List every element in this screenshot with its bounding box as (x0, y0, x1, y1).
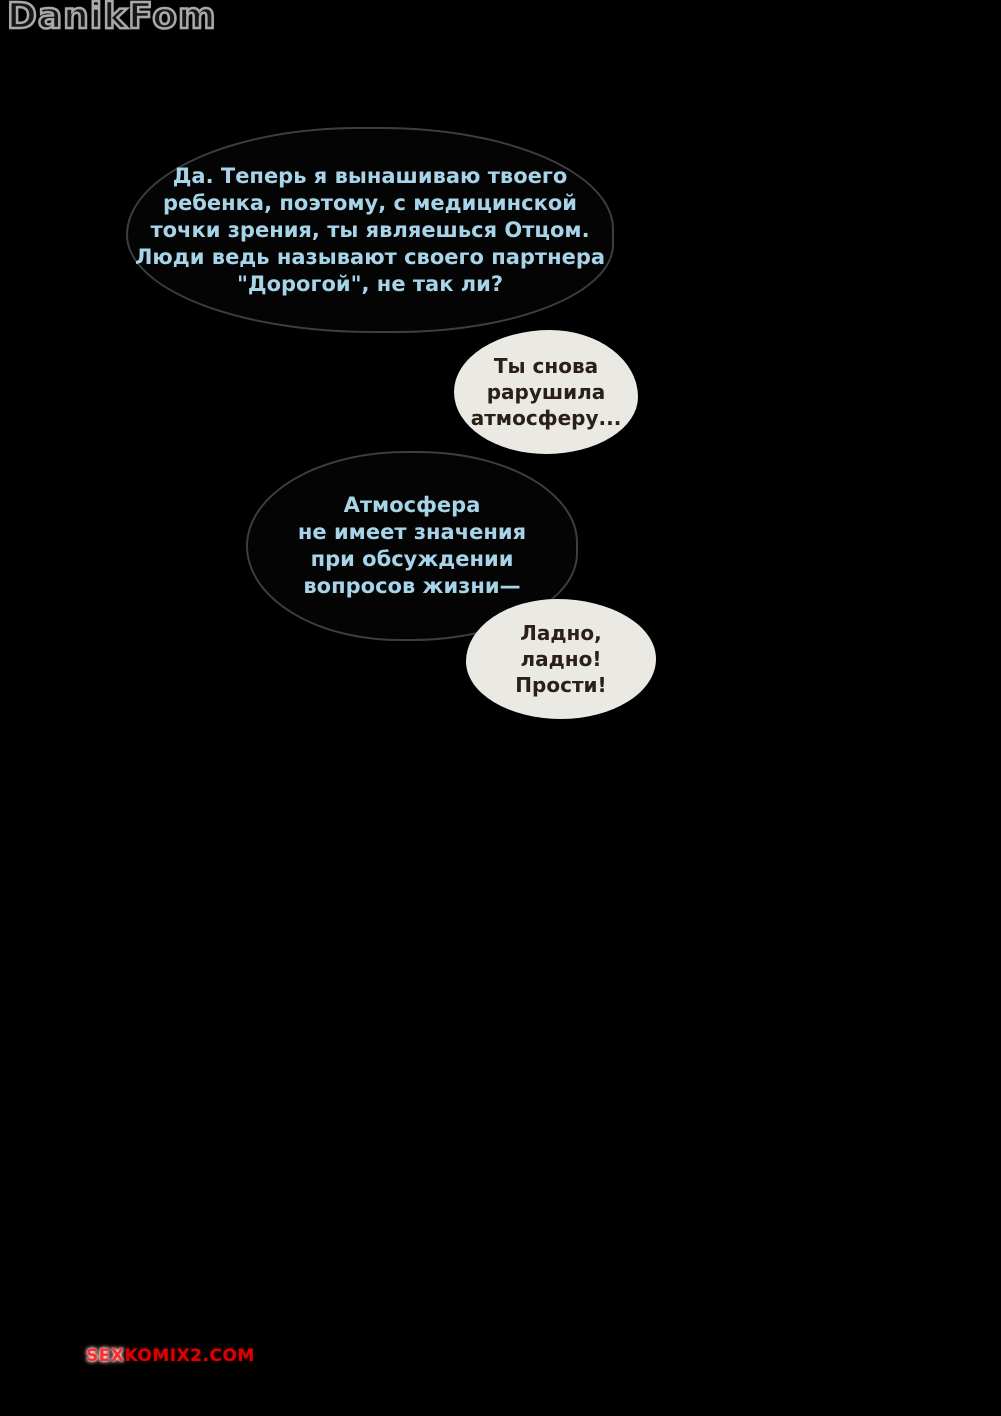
bubble-text-line: Да. Теперь я вынашиваю твоего (172, 163, 568, 188)
site-watermark (86, 1346, 255, 1366)
bubble-text-line: Ты снова (493, 354, 599, 378)
bubble-text-line: Ладно, (520, 621, 602, 645)
bubble-text-line: ребенка, поэтому, с медицинской (162, 190, 577, 215)
bubble-text-line: Люди ведь называют своего партнера (134, 244, 606, 269)
bubble-text-line: "Дорогой", не так ли? (236, 271, 504, 296)
watermark-rest-text: KOMIX2.COM (124, 1346, 255, 1366)
bubble-text-line: при обсуждении (310, 547, 514, 571)
speech-bubble-light-2 (466, 599, 656, 719)
speech-bubble-light-1 (454, 330, 638, 454)
watermark-highlight-text: SEX (86, 1346, 125, 1366)
bubble-text-line: вопросов жизни— (303, 574, 521, 598)
bubble-text-line: рарушила (486, 380, 606, 404)
bubble-text-line: Прости! (515, 673, 607, 697)
bubble-text-line: Атмосфера (343, 493, 481, 517)
artist-logo: DanikFom (7, 0, 217, 37)
bubble-text-line: точки зрения, ты являешься Отцом. (150, 217, 590, 242)
bubble-text-line: ладно! (520, 647, 602, 671)
bubble-text-line: не имеет значения (297, 520, 527, 544)
bubble-text-line: атмосферу... (470, 406, 622, 430)
speech-bubble-dark-1 (126, 127, 614, 333)
